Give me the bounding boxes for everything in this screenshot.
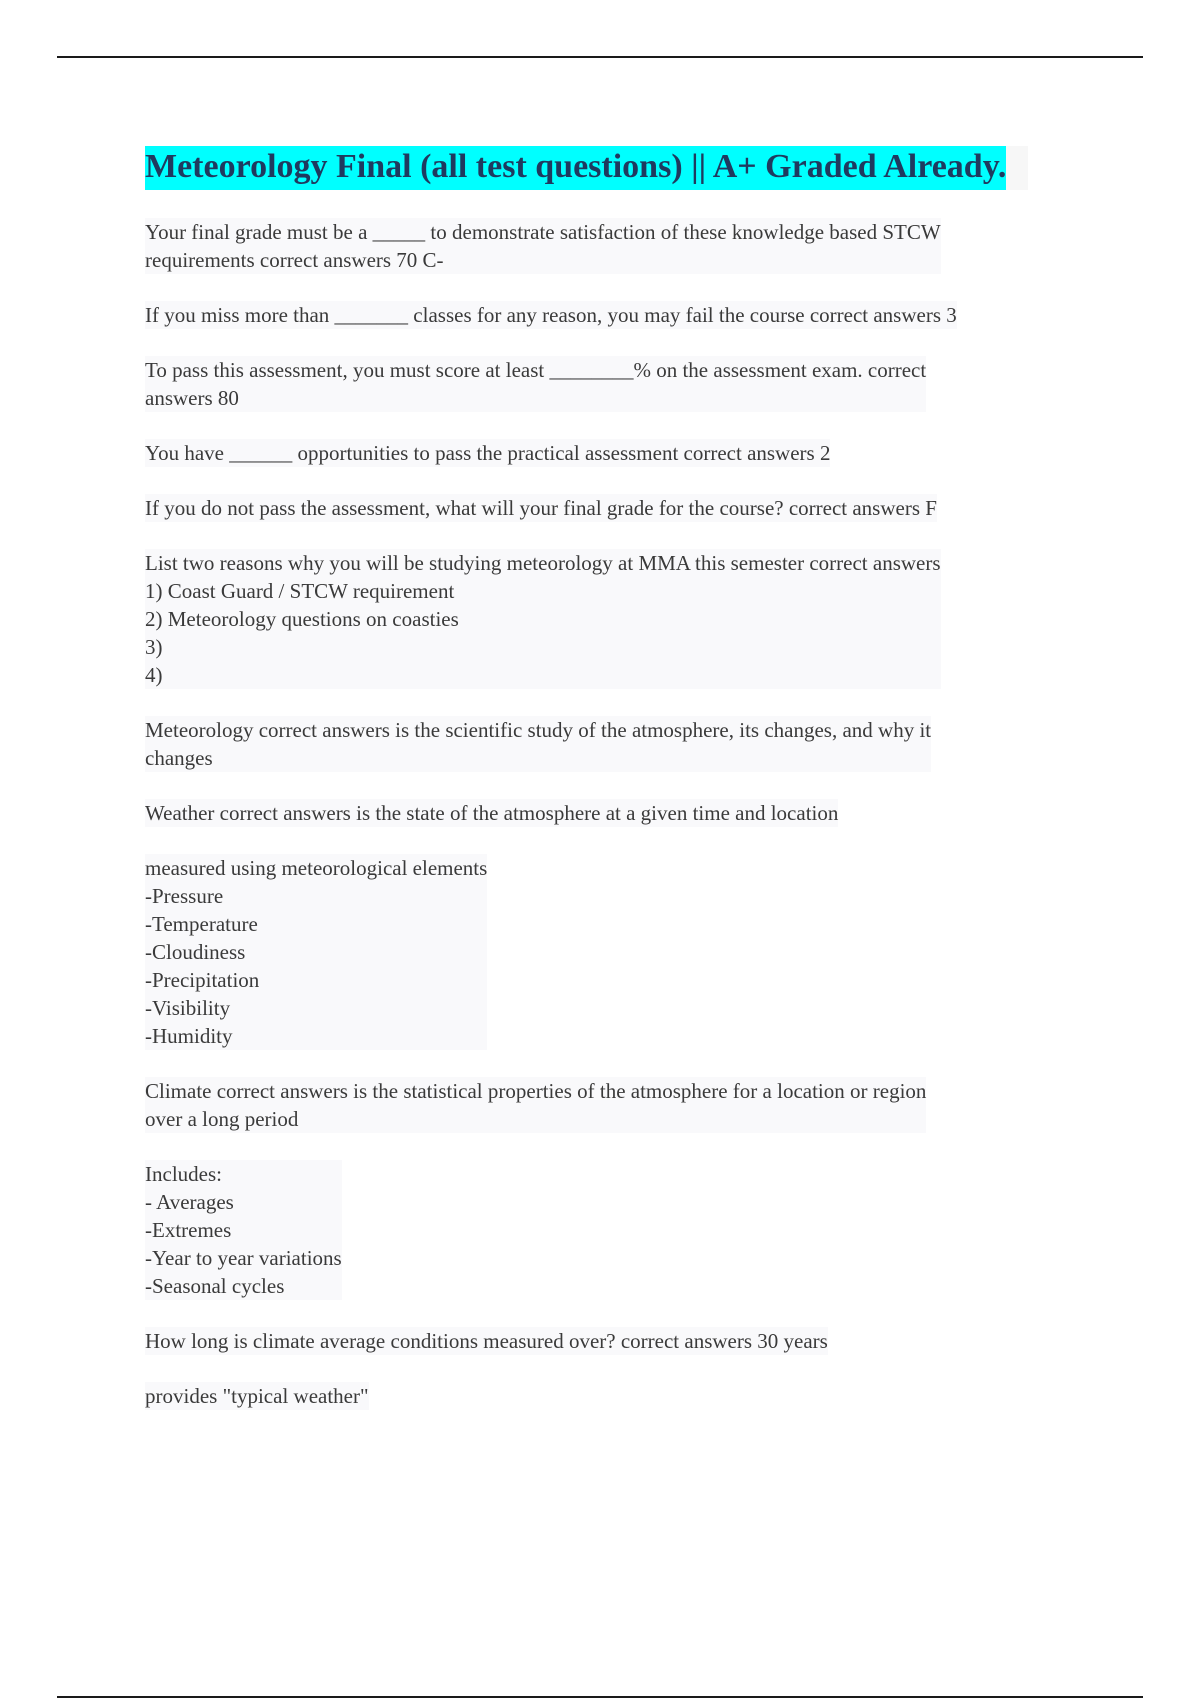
paragraph [145,1327,828,1355]
text-line: If you miss more than _______ classes for any reason, you may fail the course correct answers 3 [145,303,957,327]
text-line: Your final grade must be a _____ to demonstrate satisfaction of these knowledge based STCW [145,220,941,244]
text-line: To pass this assessment, you must score at least ________% on the assessment exam. correct [145,358,927,382]
text-line: 1) Coast Guard / STCW requirement [145,579,455,603]
text-line: If you do not pass the assessment, what will your final grade for the course? correct answers F [145,496,937,520]
text-line: -Cloudiness [145,940,246,964]
text-line: provides "typical weather" [145,1384,369,1408]
text-line: List two reasons why you will be studying meteorology at MMA this semester correct answers [145,551,941,575]
text-line: over a long period [145,1107,299,1131]
text-line: -Year to year variations [145,1246,342,1270]
text-line: 4) [145,663,163,687]
text-line: - Averages [145,1190,234,1214]
text-line: 3) [145,635,163,659]
text-line: -Pressure [145,884,224,908]
paragraph [145,1382,369,1410]
text-line: -Visibility [145,996,231,1020]
paragraph [145,799,838,827]
text-line: You have ______ opportunities to pass the practical assessment correct answers 2 [145,441,831,465]
top-rule [57,56,1143,58]
paragraph [145,1160,342,1300]
text-line: 2) Meteorology questions on coasties [145,607,459,631]
document-body [145,218,1095,1410]
paragraph [145,218,941,274]
paragraph [145,439,830,467]
text-line: -Humidity [145,1024,233,1048]
text-line: -Seasonal cycles [145,1274,285,1298]
paragraph [145,854,487,1050]
text-line: requirements correct answers 70 C- [145,248,444,272]
document-title: Meteorology Final (all test questions) || A+ Graded Already. [145,146,1006,190]
text-line: changes [145,746,213,770]
page-content [145,146,1095,1437]
title-wrapper [145,146,1028,190]
text-line: -Temperature [145,912,258,936]
text-line: How long is climate average conditions measured over? correct answers 30 years [145,1329,828,1353]
text-line: answers 80 [145,386,239,410]
text-line: measured using meteorological elements [145,856,488,880]
paragraph [145,301,957,329]
text-line: Meteorology correct answers is the scientific study of the atmosphere, its changes, and why it [145,718,932,742]
paragraph [145,549,941,689]
text-line: Weather correct answers is the state of the atmosphere at a given time and location [145,801,839,825]
paragraph [145,356,926,412]
text-line: -Precipitation [145,968,260,992]
paragraph [145,1077,926,1133]
bottom-rule [57,1696,1143,1698]
text-line: Includes: [145,1162,222,1186]
text-line: Climate correct answers is the statistical properties of the atmosphere for a location or region [145,1079,927,1103]
paragraph [145,716,931,772]
paragraph [145,494,937,522]
text-line: -Extremes [145,1218,232,1242]
